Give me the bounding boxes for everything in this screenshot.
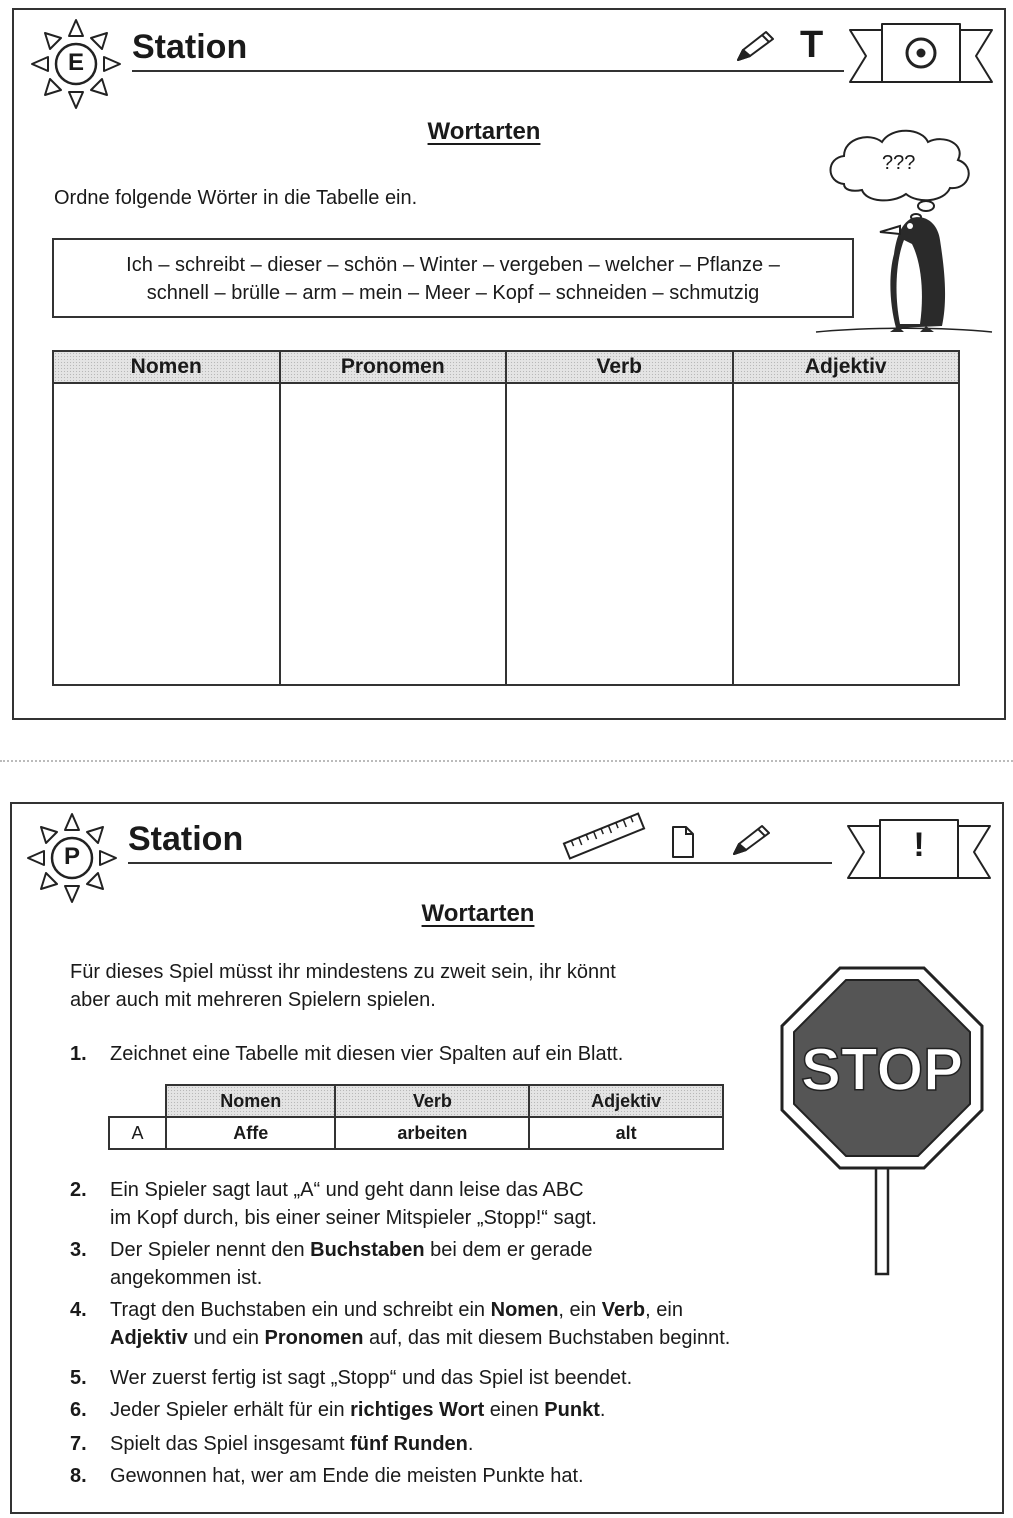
step-text: im Kopf durch, bis einer seiner Mitspieler „Stopp!“ sagt. <box>110 1207 597 1229</box>
example-cell-verb: arbeiten <box>335 1117 529 1149</box>
step-item <box>70 1296 870 1352</box>
step-text: und ein <box>187 1327 265 1349</box>
sun-badge-p <box>24 810 120 906</box>
answer-cell-pronomen[interactable] <box>280 383 507 685</box>
answer-cell-verb[interactable] <box>506 383 733 685</box>
step-text: Jeder Spieler erhält für ein <box>110 1399 351 1421</box>
station-title: Station <box>132 28 248 66</box>
step-item <box>70 1040 870 1068</box>
thought-text: ??? <box>882 152 916 174</box>
step-text: einen <box>484 1399 545 1421</box>
step-keyword: richtiges Wort <box>350 1399 485 1421</box>
step-text: . <box>467 1433 474 1455</box>
example-header-verb: Verb <box>335 1085 529 1117</box>
step-text: bei dem er gerade <box>424 1239 593 1261</box>
example-corner-cell <box>109 1085 166 1117</box>
intro-line-1: Für dieses Spiel müsst ihr mindestens zu zweit sein, ihr könnt <box>70 961 616 983</box>
page-icon <box>670 824 696 860</box>
step-text: Zeichnet eine Tabelle mit diesen vier Spalten auf ein Blatt. <box>110 1043 624 1065</box>
step-text: angekommen ist. <box>110 1267 263 1289</box>
step-text: Der Spieler nennt den <box>110 1239 311 1261</box>
example-cell-adjektiv: alt <box>529 1117 723 1149</box>
answer-cell-adjektiv[interactable] <box>733 383 960 685</box>
step-keyword: Nomen <box>490 1299 559 1321</box>
header-rule <box>128 862 832 864</box>
level-letter: E <box>67 49 84 76</box>
step-number: 8. <box>70 1465 87 1487</box>
ruler-icon <box>560 812 648 860</box>
example-header-nomen: Nomen <box>166 1085 335 1117</box>
example-cell-nomen: Affe <box>166 1117 335 1149</box>
step-number: 1. <box>70 1043 87 1065</box>
word-list-box <box>52 238 854 318</box>
example-letter-cell: A <box>109 1117 166 1149</box>
step-item <box>70 1364 870 1392</box>
step-item <box>70 1396 870 1424</box>
step-keyword: Adjektiv <box>110 1327 188 1349</box>
instruction-text: Ordne folgende Wörter in die Tabelle ein. <box>54 187 418 209</box>
step-keyword: Verb <box>601 1299 646 1321</box>
word-list-line-1: Ich – schreibt – dieser – schön – Winter – vergeben – welcher – Pflanze – <box>126 254 780 276</box>
step-text: Ein Spieler sagt laut „A“ und geht dann leise das ABC <box>110 1179 584 1201</box>
intro-line-2: aber auch mit mehreren Spielern spielen. <box>70 989 436 1011</box>
step-text: Spielt das Spiel insgesamt <box>110 1433 351 1455</box>
target-icon <box>904 36 938 70</box>
cut-line <box>0 760 1013 762</box>
step-number: 3. <box>70 1239 87 1261</box>
step-text: , ein <box>558 1299 602 1321</box>
example-header-adjektiv: Adjektiv <box>529 1085 723 1117</box>
step-text: . <box>599 1399 606 1421</box>
step-keyword: Pronomen <box>264 1327 364 1349</box>
mode-letter: T <box>800 24 824 66</box>
header-rule <box>132 70 844 72</box>
step-text: Gewonnen hat, wer am Ende die meisten Punkte hat. <box>110 1465 584 1487</box>
stop-sign-text: STOP <box>800 1036 964 1103</box>
column-header-verb: Verb <box>506 351 733 383</box>
example-table <box>108 1084 724 1150</box>
step-text: , ein <box>645 1299 683 1321</box>
column-header-adjektiv: Adjektiv <box>733 351 960 383</box>
sun-badge-e <box>28 16 124 112</box>
page-heading: Wortarten <box>427 118 541 145</box>
step-text: auf, das mit diesem Buchstaben beginnt. <box>363 1327 731 1349</box>
station-card-e <box>12 8 1006 720</box>
pencil-icon <box>734 28 778 64</box>
step-keyword: fünf Runden <box>350 1433 468 1455</box>
step-item <box>70 1236 870 1292</box>
station-card-p <box>10 802 1004 1514</box>
step-number: 5. <box>70 1367 87 1389</box>
penguin-icon <box>814 210 994 338</box>
level-letter: P <box>63 843 80 870</box>
step-number: 7. <box>70 1433 87 1455</box>
step-number: 2. <box>70 1179 87 1201</box>
exclamation-mark: ! <box>913 826 925 864</box>
step-item <box>70 1176 870 1232</box>
step-item <box>70 1430 870 1458</box>
step-text: Tragt den Buchstaben ein und schreibt ein <box>110 1299 491 1321</box>
step-keyword: Buchstaben <box>310 1239 425 1261</box>
answer-cell-nomen[interactable] <box>53 383 280 685</box>
step-number: 4. <box>70 1299 87 1321</box>
column-header-nomen: Nomen <box>53 351 280 383</box>
word-list-line-2: schnell – brülle – arm – mein – Meer – Kopf – schneiden – schmutzig <box>146 282 760 304</box>
step-item <box>70 1462 870 1490</box>
intro-text <box>70 958 616 1014</box>
column-header-pronomen: Pronomen <box>280 351 507 383</box>
step-number: 6. <box>70 1399 87 1421</box>
step-keyword: Punkt <box>544 1399 600 1421</box>
pencil-icon <box>730 822 774 858</box>
station-title: Station <box>128 820 244 858</box>
step-text: Wer zuerst fertig ist sagt „Stopp“ und das Spiel ist beendet. <box>110 1367 633 1389</box>
sorting-table <box>52 350 960 686</box>
page-heading: Wortarten <box>421 900 535 927</box>
